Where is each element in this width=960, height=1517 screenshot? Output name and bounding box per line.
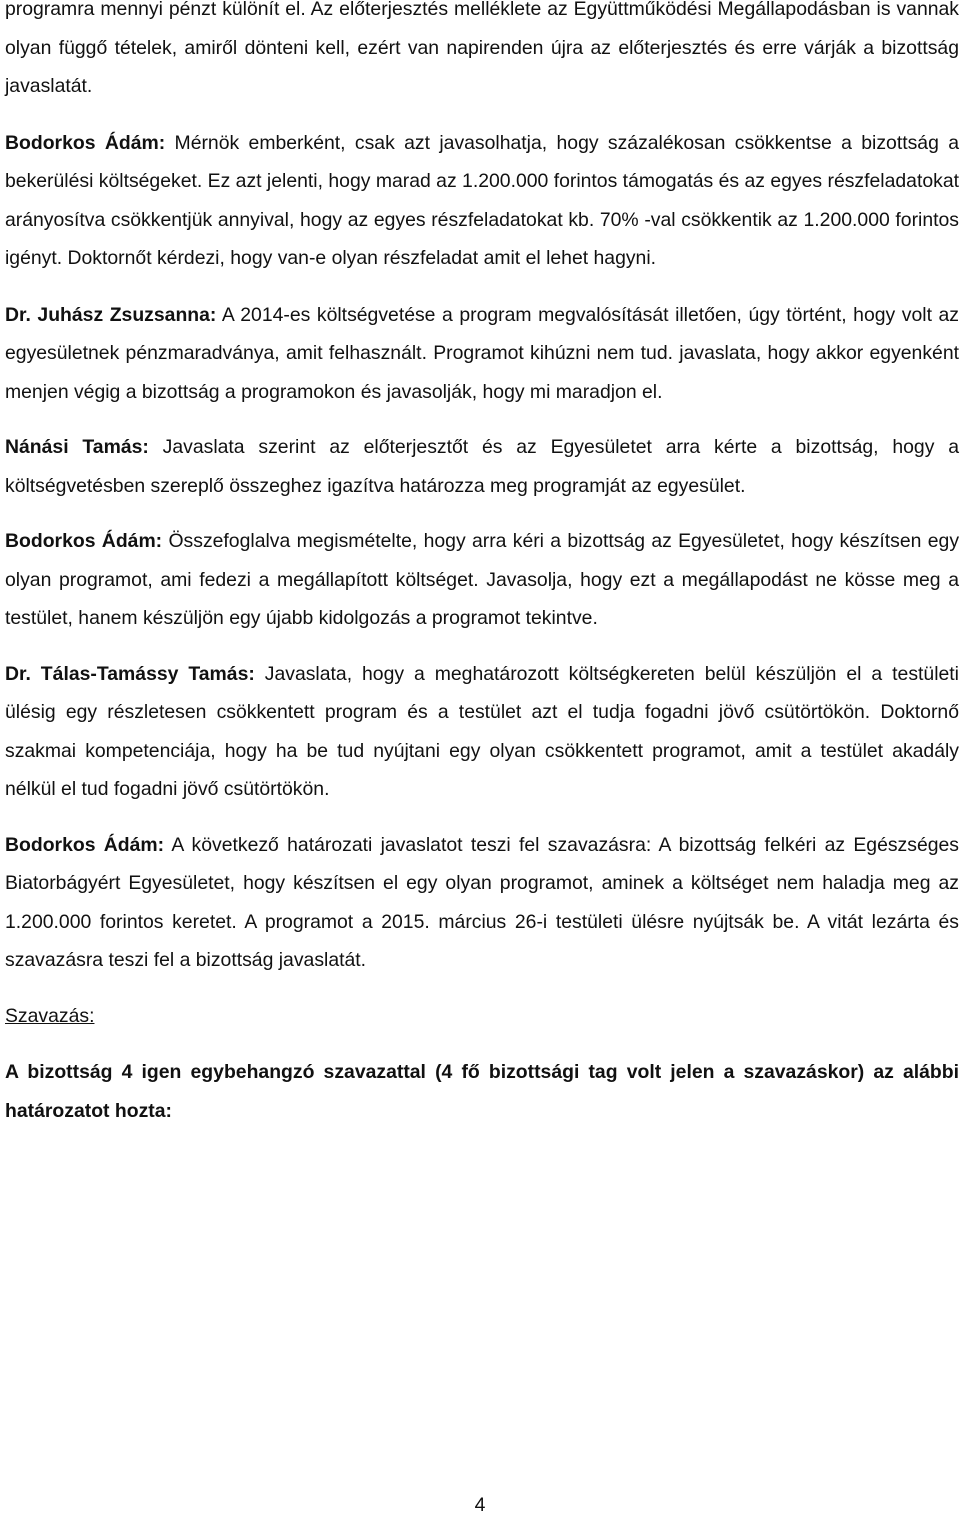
speaker-name: Bodorkos Ádám: [5, 131, 166, 154]
paragraph-talas-tamassy [5, 655, 959, 809]
paragraph-nanasi [5, 428, 959, 505]
vote-heading-text: Szavazás: [5, 1004, 95, 1027]
paragraph-text: A 2014-es költségvetése a program megvalósítását illetően, úgy történt, hogy volt az egyesületnek pénzmaradványa, amit felhasznált. Programot kihúzni nem tud. javaslata, hogy akkor egyenként menjen végig a bizottság a programokon és javasolják, hogy mi maradjon el. [5, 303, 959, 403]
paragraph-bodorkos-1 [5, 124, 959, 278]
speaker-name: Dr. Tálas-Tamássy Tamás: [5, 662, 255, 685]
paragraph-bodorkos-2 [5, 522, 959, 638]
vote-result [5, 1053, 959, 1130]
vote-result-text: A bizottság 4 igen egybehangzó szavazattal (4 fő bizottsági tag volt jelen a szavazáskor) az alábbi határozatot hozta: [5, 1061, 959, 1122]
speaker-name: Dr. Juhász Zsuzsanna: [5, 303, 217, 326]
speaker-name: Bodorkos Ádám: [5, 530, 163, 552]
paragraph-intro [5, 0, 959, 106]
paragraph-text: Mérnök emberként, csak azt javasolhatja, hogy százalékosan csökkentse a bizottság a bekerülési költségeket. Ez azt jelenti, hogy marad az 1.200.000 forintos támogatás és az egyes részfeladatokat arányosítva csökkentjük annyival, hogy az egyes részfeladatokat kb. 70% -val csökkentik az 1.200.000 forintos igényt. Doktornőt kérdezi, hogy van-e olyan részfeladat amit el lehet hagyni. [5, 131, 959, 269]
document-page [5, 0, 959, 1130]
paragraph-text: Javaslata, hogy a meghatározott költségkereten belül készüljön el a testületi ülésig egy részletesen csökkentett program és a testület azt el tudja fogadni jövő csütörtökön. Doktornő szakmai kompetenciája, hogy ha be tud nyújtani egy olyan csökkentett programot, amit a testület akadály nélkül el tud fogadni jövő csütörtökön. [5, 662, 959, 800]
page-number: 4 [474, 1494, 486, 1516]
paragraph-juhasz [5, 296, 959, 412]
speaker-name: Nánási Tamás: [5, 436, 149, 458]
speaker-name: Bodorkos Ádám: [5, 833, 165, 856]
vote-heading [5, 997, 959, 1036]
paragraph-text: Összefoglalva megismételte, hogy arra kéri a bizottság az Egyesületet, hogy készítsen egy olyan programot, ami fedezi a megállapított költséget. Javasolja, hogy ezt a megállapodást ne kösse meg a testület, hanem készüljön egy újabb kidolgozás a programot tekintve. [5, 530, 960, 629]
paragraph-text: A következő határozati javaslatot teszi fel szavazásra: A bizottság felkéri az Egészséges Biatorbágyért Egyesületet, hogy készítsen el egy olyan programot, aminek a költséget nem haladja meg az 1.200.000 forintos keretet. A programot a 2015. március 26-i testületi ülésre nyújtsák be. A vitát lezárta és szavazásra teszi fel a bizottság javaslatát. [5, 833, 959, 971]
paragraph-text: programra mennyi pénzt különít el. Az előterjesztés melléklete az Együttműködési Megállapodásban is vannak olyan függő tételek, amiről dönteni kell, ezért van napirenden újra az előterjesztés és erre várják a bizottság javaslatát. [5, 0, 959, 97]
paragraph-bodorkos-3 [5, 826, 959, 980]
paragraph-text: Javaslata szerint az előterjesztőt és az Egyesületet arra kérte a bizottság, hogy a költségvetésben szereplő összeghez igazítva határozza meg programját az egyesület. [5, 436, 959, 497]
